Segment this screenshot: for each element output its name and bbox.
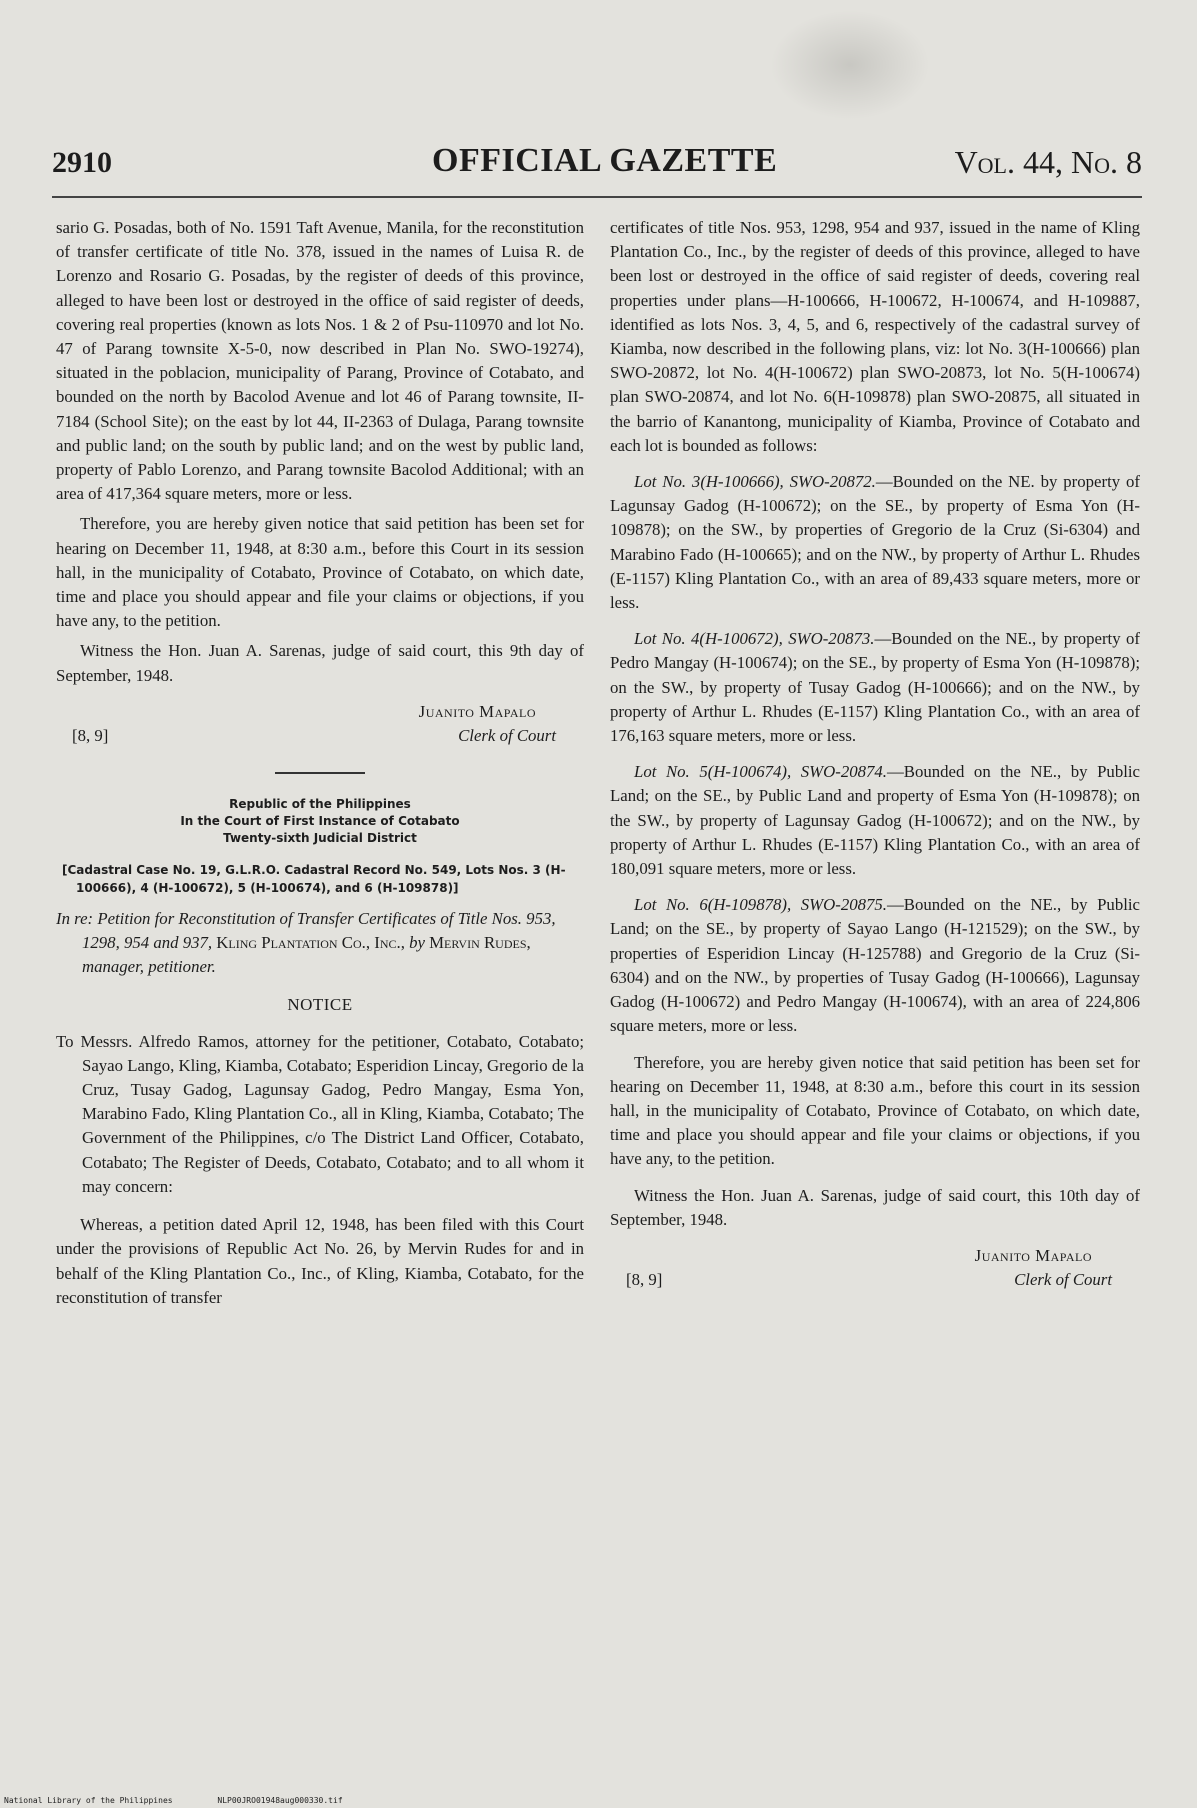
page-number: 2910 [52,146,112,179]
lot-description: —Bounded on the NE. by property of Lagunsay Gadog (H-100672); on the SE., by property of Esma Yon (H-109878); on the SW., by properties of Gregorio de la Cruz (Si-6304) and Marabino Fado (H-100665); and on the NW., by property of Arthur L. Rhudes (E-1157) Kling Plantation Co., with an area of 89,433 square meters, more or less. [610,472,1140,613]
lot-paragraph [610,893,1140,1038]
petitioner-role: manager, petitioner. [82,957,216,977]
in-re-by: by [409,933,425,953]
signature-block [610,1244,1140,1294]
case-reference: [Cadastral Case No. 19, G.L.R.O. Cadastral Record No. 549, Lots Nos. 3 (H-100666), 4 (H-100672), 5 (H-100674), and 6 (H-109878)] [62,862,566,895]
lot-description: —Bounded on the NE., by Public Land; on the SE., by property of Sayao Lango (H-121529); on the SW., by properties of Esperidion Lincay (H-125788) and Gregorio de la Cruz (Si-6304) and on the NW., by properties of Tusay Gadog (H-100666), Lagunsay Gadog (H-100672) and Pedro Mangay (H-100674), with an area of 224,806 square meters, more or less. [610,895,1140,1036]
library-credit: National Library of the Philippines [4,1796,173,1805]
in-re-caption [56,907,584,980]
scan-smudge [770,10,930,120]
lot-paragraph [610,470,1140,615]
lot-paragraph [610,760,1140,881]
in-re-text: In re: Petition for Reconstitution of Transfer Certificates of Title Nos. 953, 1298, 954 and 937, [56,908,556,953]
paragraph: Whereas, a petition dated April 12, 1948, has been filed with this Court under the provisions of Republic Act No. 26, by Mervin Rudes for and in behalf of the Kling Plantation Co., Inc., of Kling, Kiamba, Cotabato, for the reconstitution of transfer [56,1215,584,1307]
paragraph: certificates of title Nos. 953, 1298, 954 and 937, issued in the name of Kling Plantation Co., Inc., by the register of deeds of this province, alleged to have been lost or destroyed in the office of said register of deeds, covering real properties under plans—H-100666, H-100672, H-100674, and H-109887, identified as lots Nos. 3, 4, 5, and 6, respectively of the cadastral survey of Kiamba, now described in the following plans, viz: lot No. 3(H-100666) plan SWO-20872, lot No. 4(H-100672) plan SWO-20873, lot No. 5(H-100674) plan SWO-20874, and lot No. 6(H-109878) plan SWO-20875, all situated in the barrio of Kanantong, municipality of Kiamba, Province of Cotabato and each lot is bounded as follows: [610,218,1140,455]
court-heading [56,796,584,847]
publication-title: OFFICIAL GAZETTE [432,142,778,179]
notice-heading: NOTICE [287,995,353,1015]
court-line: Republic of the Philippines [229,796,411,811]
signature-block [56,700,584,750]
paragraph: Therefore, you are hereby given notice that said petition has been set for hearing on December 11, 1948, at 8:30 a.m., before this court in its session hall, in the municipality of Cotabato, Province of Cotabato, on which date, time and place you should appear and file your claims or objections, if you have any, to the petition. [610,1052,1140,1169]
paragraph: sario G. Posadas, both of No. 1591 Taft Avenue, Manila, for the reconstitution of transfer certificate of title No. 378, issued in the names of Luisa R. de Lorenzo and Rosario G. Posadas, by the register of deeds of this province, alleged to have been lost or destroyed in the office of said register of deeds, covering real properties (known as lots Nos. 1 & 2 of Psu-110970 and lot No. 47 of Parang townsite X-5-0, now described in Plan No. SWO-19274), situated in the poblacion, municipality of Parang, Province of Cotabato, and bounded on the north by Bacolod Avenue and lot 46 of Parang townsite, II-7184 (School Site); on the east by lot 44, II-2363 of Dulaga, Parang townsite and public land; on the south by public land; and on the west by public land, property of Pablo Lorenzo, and Parang townsite Bacolod Additional; with an area of 417,364 square meters, more or less. [56,218,584,504]
header-rule [52,196,1142,198]
signatory-name: Juanito Mapalo [974,1245,1092,1265]
lot-heading: Lot No. 5(H-100674), SWO-20874. [634,762,887,782]
file-name: NLP00JRO01948aug000330.tif [217,1796,343,1805]
volume-number: Vol. 44, No. 8 [954,144,1142,180]
right-column [610,216,1140,1294]
publication-ref: [8, 9] [72,725,109,745]
left-column [56,216,584,1310]
lot-heading: Lot No. 3(H-100666), SWO-20872. [634,472,876,492]
paragraph: Witness the Hon. Juan A. Sarenas, judge of said court, this 9th day of September, 1948. [56,641,584,685]
petitioner-company: Kling Plantation Co., Inc., [216,933,405,953]
petitioner-name: Mervin Rudes, [429,933,531,953]
signatory-name: Juanito Mapalo [418,701,536,721]
paragraph: Witness the Hon. Juan A. Sarenas, judge of said court, this 10th day of September, 1948. [610,1185,1140,1229]
publication-ref: [8, 9] [626,1269,663,1289]
addressees: To Messrs. Alfredo Ramos, attorney for the petitioner, Cotabato, Cotabato; Sayao Lango, Kling, Kiamba, Cotabato; Esperidion Lincay, Gregorio de la Cruz, Tusay Gadog, Lagunsay Gadog, Pedro Mangay, Esma Yon, Marabino Fado, Kling Plantation Co., all in Kling, Kiamba, Cotabato; The Government of the Philippines, c/o The District Land Officer, Cotabato, Cotabato; The Register of Deeds, Cotabato, Cotabato; and to all whom it may concern: [56,1031,584,1196]
signatory-title: Clerk of Court [458,725,556,745]
lot-heading: Lot No. 4(H-100672), SWO-20873. [634,629,875,649]
page-header [52,140,1142,192]
paragraph: Therefore, you are hereby given notice that said petition has been set for hearing on December 11, 1948, at 8:30 a.m., before this Court in its session hall, in the municipality of Cotabato, Province of Cotabato, on which date, time and place you should appear and file your claims or objections, if you have any, to the petition. [56,514,584,631]
lot-heading: Lot No. 6(H-109878), SWO-20875. [634,895,887,915]
scan-footer [0,1794,1197,1808]
section-divider [275,772,365,774]
signatory-title: Clerk of Court [1014,1269,1112,1289]
lot-paragraph [610,627,1140,748]
lot-description: —Bounded on the NE., by Public Land; on the SE., by Public Land and property of Esma Yon (H-109878); on the SW., by property of Lagunsay Gadog (H-100672); and on the NW., by property of Arthur L. Rhudes (E-1157) Kling Plantation Co., with an area of 180,091 square meters, more or less. [610,762,1140,879]
court-line: Twenty-sixth Judicial District [223,830,417,845]
lot-description: —Bounded on the NE., by property of Pedro Mangay (H-100674); on the SE., by property of Esma Yon (H-109878); on the SW., by property of Tusay Gadog (H-100666); and on the NW., by property of Arthur L. Rhudes (E-1157) Kling Plantation Co., with an area of 176,163 square meters, more or less. [610,629,1141,746]
court-line: In the Court of First Instance of Cotabato [180,813,460,828]
